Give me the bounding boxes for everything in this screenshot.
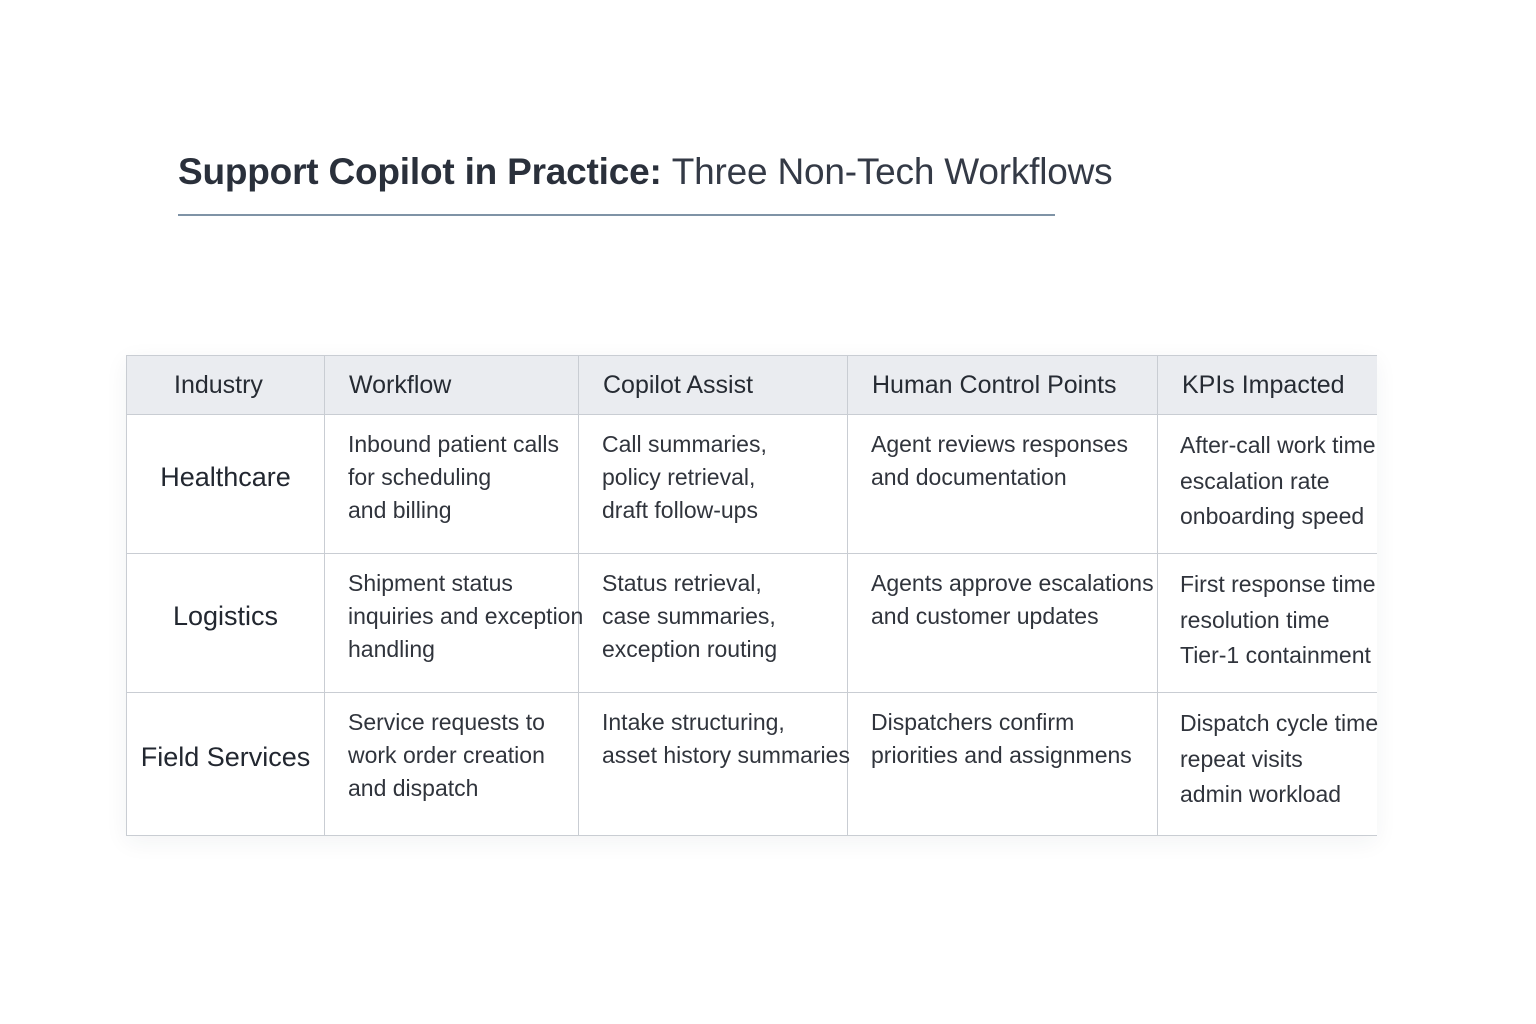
cell-line: exception routing	[602, 636, 778, 662]
workflow-table-container	[126, 355, 1379, 836]
workflow-cell	[325, 554, 584, 693]
cell-line: Shipment status	[348, 570, 513, 596]
cell-line: repeat visits	[1180, 745, 1303, 772]
copilot-assist-cell	[579, 554, 848, 693]
cell-line: priorities and assignmens	[871, 742, 1132, 768]
cell-line: Dispatchers confirm	[871, 709, 1075, 735]
industry-cell: Field Services	[127, 693, 325, 836]
table-row	[127, 415, 1377, 554]
industry-cell: Logistics	[127, 554, 325, 693]
column-header-human-control-points: Human Control Points	[848, 356, 1158, 415]
page-title-bold: Support Copilot in Practice:	[178, 151, 662, 192]
cell-line: and documentation	[871, 464, 1067, 490]
column-header-kpis-impacted: KPIs Impacted	[1158, 356, 1377, 415]
cell-line: admin workload	[1180, 781, 1342, 807]
column-header-workflow: Workflow	[325, 356, 579, 415]
cell-line: inquiries and exception	[348, 603, 584, 629]
cell-line: asset history summaries	[602, 742, 850, 768]
cell-line: Tier-1 containment	[1180, 642, 1371, 668]
cell-line: resolution time	[1180, 606, 1330, 633]
cell-line: Status retrieval,	[602, 570, 762, 596]
cell-line: policy retrieval,	[602, 464, 756, 490]
cell-line: Agents approve escalations	[871, 570, 1154, 596]
cell-line: Call summaries,	[602, 431, 767, 457]
human-control-cell	[848, 554, 1158, 693]
workflow-table	[126, 355, 1377, 836]
kpis-cell	[1158, 415, 1377, 554]
cell-line: and customer updates	[871, 603, 1099, 629]
table-header-row	[127, 356, 1377, 415]
human-control-cell	[848, 415, 1158, 554]
cell-line: onboarding speed	[1180, 503, 1365, 529]
column-header-industry: Industry	[127, 356, 325, 415]
page-title	[178, 148, 1112, 196]
human-control-cell	[848, 693, 1158, 836]
copilot-assist-cell	[579, 693, 848, 836]
kpis-cell	[1158, 693, 1377, 836]
cell-line: case summaries,	[602, 603, 776, 629]
cell-line: for scheduling	[348, 464, 492, 490]
page-title-light: Three Non-Tech Workflows	[671, 151, 1113, 192]
cell-line: escalation rate	[1180, 467, 1330, 494]
cell-line: Intake structuring,	[602, 709, 785, 735]
cell-line: After-call work time	[1180, 432, 1376, 458]
title-underline	[178, 214, 1055, 216]
copilot-assist-cell	[579, 415, 848, 554]
cell-line: Agent reviews responses	[871, 431, 1128, 457]
cell-line: Inbound patient calls	[348, 431, 559, 457]
cell-line: draft follow-ups	[602, 497, 758, 523]
workflow-cell	[325, 415, 579, 554]
table-row	[127, 693, 1377, 836]
column-header-copilot-assist: Copilot Assist	[579, 356, 848, 415]
kpis-cell	[1158, 554, 1377, 693]
cell-line: First response time	[1180, 571, 1376, 597]
cell-line: and billing	[348, 497, 452, 523]
cell-line: Dispatch cycle time	[1180, 710, 1379, 736]
table-row	[127, 554, 1377, 693]
workflow-cell	[325, 693, 579, 836]
cell-line: Service requests to	[348, 709, 545, 735]
cell-line: work order creation	[348, 742, 545, 768]
cell-line: handling	[348, 636, 435, 662]
cell-line: and dispatch	[348, 775, 479, 801]
industry-cell: Healthcare	[127, 415, 325, 554]
